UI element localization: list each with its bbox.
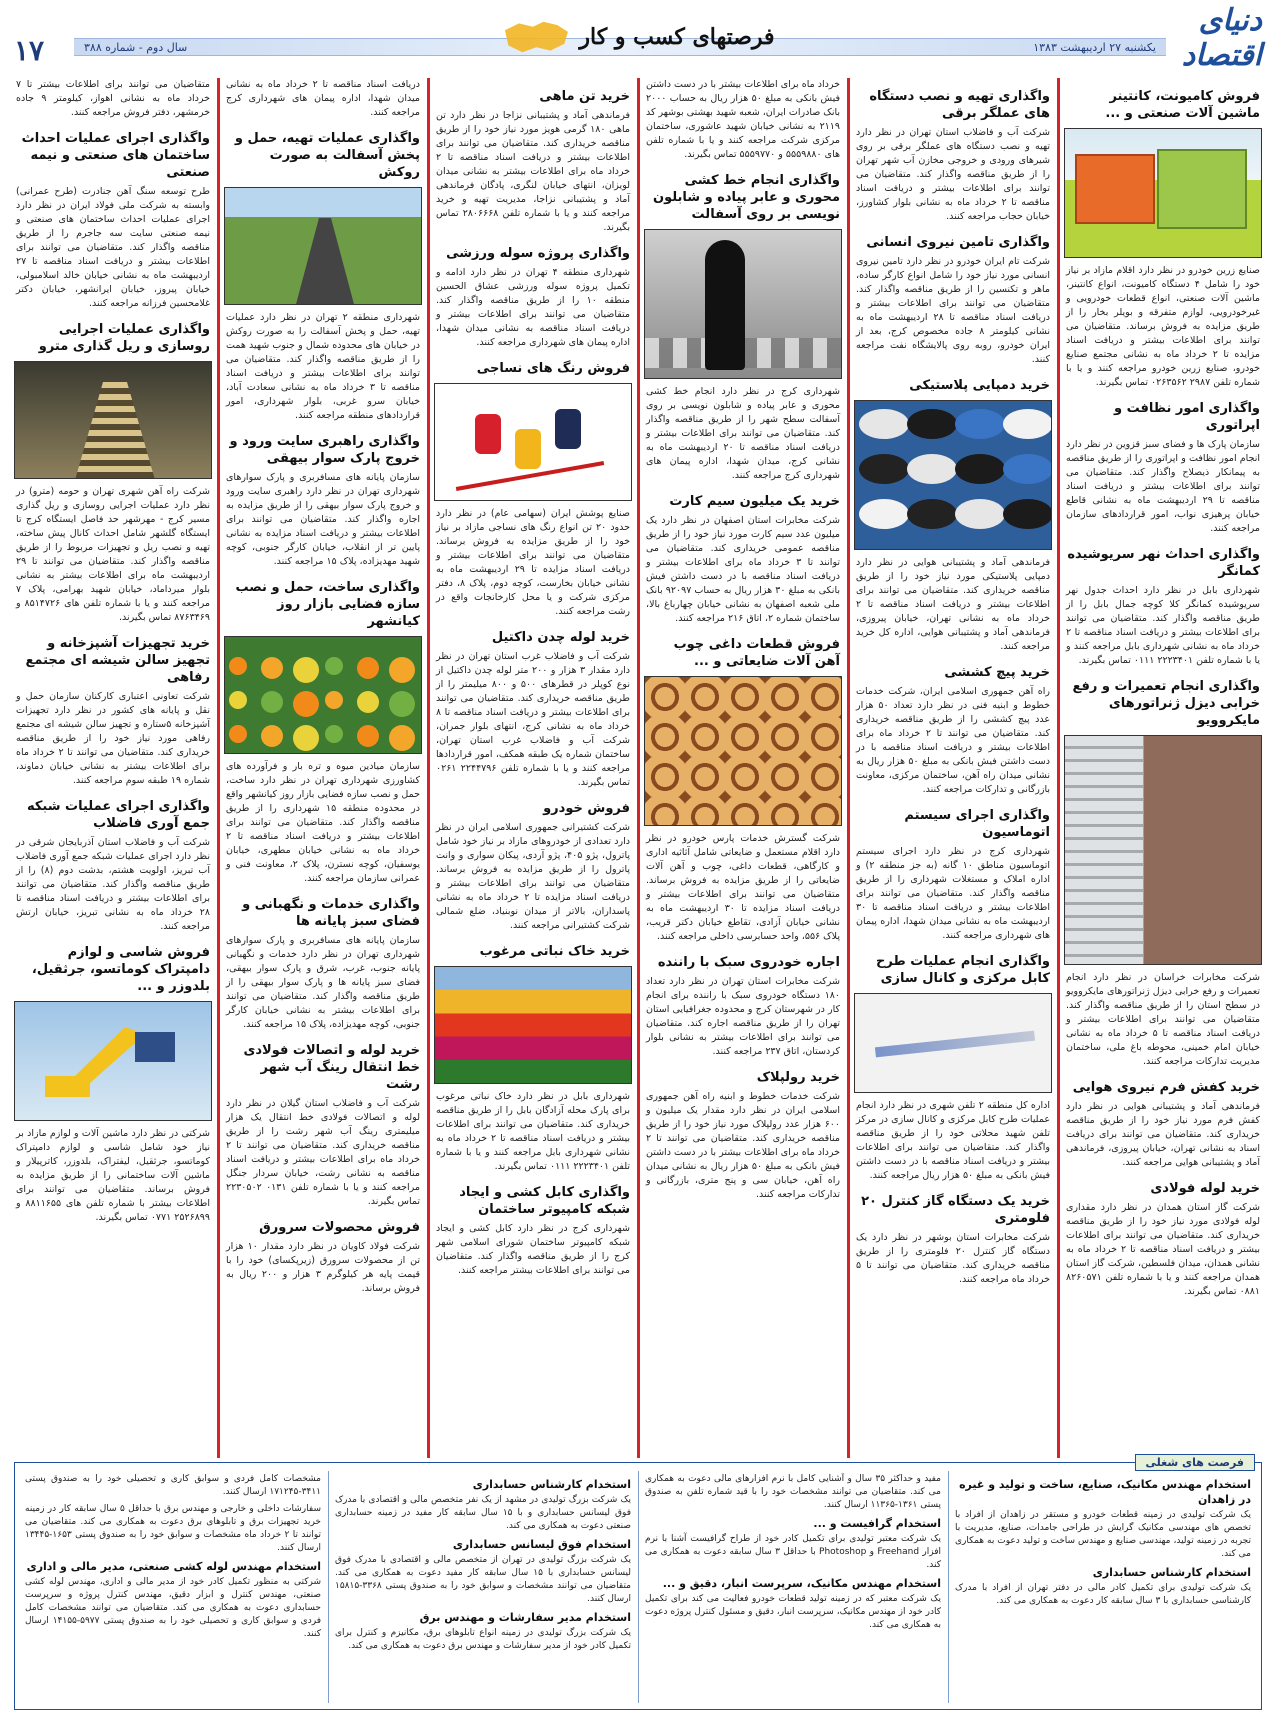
ad-title: فروش رنگ های نساجی: [476, 361, 630, 376]
ad-title: واگذاری انجام خط کشی محوری و عابر پیاده و شابلون نویسی بر روی آسفالت: [652, 173, 840, 222]
column-divider: [1057, 78, 1060, 1458]
ad-text: شرکت گسترش خدمات پارس خودرو در نظر دارد اقلام مستعمل و ضایعاتی شامل آثاثیه اداری و کارگاهی، قطعات داغی، چوب و آهن آلات ضایعاتی را از طریق مزایده به فروش برساند. متقاضیان می توانند برای اطلاعات بیشتر و دریافت اسناد مزایده تا ۳۰ اردیبهشت ماه به نشانی خیابان آزادی، تقاطع خیابان دکتر قریب، پلاک ۵۵۶، واحد حسابرسی داخلی مراجعه کنند.: [646, 833, 840, 942]
column-4: [434, 78, 632, 1458]
ad-text: شهرداری کرج در نظر دارد اجرای سیستم اتوماسیون مناطق ۱۰ گانه (به جز منطقه ۲) و اداره املاک و مستغلات شهرداری را از طریق مناقصه واگذار کند. متقاضیان می توانند برای اطلاعات بیشتر و دریافت اسناد مناقصه تا ۳۰ اردیبهشت ماه به نشانی میدان شهدا، اداره پیمان های شهرداری مراجعه کنند.: [856, 846, 1050, 941]
ad-text: شرکت آب و فاضلاب استان تهران در نظر دارد تهیه و نصب دستگاه های عملگر برقی بر روی شیرهای ورودی و خروجی مخازن آب شهر تهران را از طریق مناقصه واگذار کند. متقاضیان می توانند برای اطلاعات بیشتر و دریافت اسناد مناقصه تا ۲ خرداد ماه به نشانی بلوار کشاورز، خیابان حجاب مراجعه کنند.: [856, 127, 1050, 222]
ad-text: صنایع زرین خودرو در نظر دارد اقلام مازاد بر نیاز خود را شامل ۴ دستگاه کامیونت، انواع کانتینر، ماشین آلات صنعتی، انواع قطعات خودرویی و غیرخودرویی، لوازم متفرقه و بویلر بخار را از طریق مزایده به فروش برساند. متقاضیان می توانند برای اطلاعات بیشتر و دریافت اسناد مزایده تا ۲ خرداد ماه به نشانی مجتمع صنایع خودرو، صنایع زرین خودرو مراجعه کنند و یا با شماره تلفن ۲۹۸۷ ۰۲۶۳۵۶۲ تماس بگیرند.: [1066, 265, 1261, 388]
job-title: استخدام مدیر سفارشات و مهندس برق: [419, 1611, 631, 1624]
cable-photo: [854, 993, 1052, 1093]
ad-text: شرکت مخابرات استان بوشهر در نظر دارد یک دستگاه گاز کنترل ۲۰ فلومتری را از طریق مناقصه خریداری کند. متقاضیان می توانند تا ۵ خرداد ماه مراجعه کنند.: [856, 1232, 1050, 1285]
ad-text: شرکتی در نظر دارد ماشین آلات و لوازم مازاد بر نیاز خود شامل شاسی و لوازم دامپتراک کوماتسو، جرثقیل، لیفتراک، بلدوزر، کاترپیلار و ماشین آلات ساختمانی را از طریق مزایده به فروش برساند. متقاضیان می توانند برای اطلاعات بیشتر با شماره تلفن های ۸۸۱۱۶۵۵ و ۲۵۲۶۸۹۹ ۰۷۷۱ تماس بگیرند.: [16, 1128, 210, 1223]
road-photo: [224, 187, 422, 305]
column-divider: [847, 78, 850, 1458]
ad-title: خرید دمپایی پلاستیکی: [909, 378, 1050, 393]
ad-text: شهرداری کرج در نظر دارد کابل کشی و ایجاد شبکه کامپیوتر ساختمان شورای اسلامی شهر کرج را از طریق مناقصه واگذار کند. متقاضیان می توانند برای اطلاعات بیشتر مراجعه کنند.: [436, 1223, 630, 1276]
ad-title: خرید کفش فرم نیروی هوایی: [1072, 1080, 1260, 1095]
containers-photo: [1064, 128, 1262, 258]
ad-title: واگذاری انجام تعمیرات و رفع خرابی دیزل ژنراتورهای مایکروویو: [1072, 679, 1260, 728]
job-title: استخدام مهندس مکانیک، صنایع، ساخت و تولید و غیره در زاهدان: [959, 1478, 1251, 1506]
ad-text: شرکت مخابرات استان تهران در نظر دارد تعداد ۱۸۰ دستگاه خودروی سبک با راننده برای انجام کار در شهرستان کرج و محدوده جغرافیایی استان تهران را از طریق مناقصه اجاره کند. متقاضیان می توانند برای اطلاعات بیشتر به نشانی بلوار کردستان، اتاق ۲۳۷ مراجعه کنند.: [646, 976, 840, 1057]
section-title: فرصتهای کسب و کار: [501, 20, 774, 54]
ad-title: خرید تجهیزات آشپزخانه و تجهیز سالن شیشه ای مجتمع رفاهی: [25, 636, 210, 685]
ad-title: فروش قطعات داغی چوب آهن آلات ضایعاتی و ...: [673, 637, 840, 669]
ad-title: فروش کامیونت، کانتینر ماشین آلات صنعتی و ...: [1105, 89, 1260, 121]
column-1: [1064, 78, 1262, 1458]
job-text: مشخصات کامل فردی و سوابق کاری و تحصیلی خود را به صندوق پستی ۳۴۱۱-۱۷۱۲۴۵ ارسال کنند.: [25, 1474, 321, 1497]
job-text: سفارشات داخلی و خارجی و مهندس برق با حداقل ۵ سال سابقه کار در زمینه خرید تجهیزات برق و تابلوهای برق دعوت به همکاری می کند. متقاضیان می توانند تا ۲ خرداد ماه مشخصات و سوابق خود را به صندوق پستی ۱۶۵۳-۱۳۴۴۵ ارسال کنند.: [25, 1504, 321, 1553]
job-text: مفید و حداکثر ۳۵ سال و آشنایی کامل با نرم افزارهای مالی دعوت به همکاری می کند. متقاضیان می توانند مشخصات خود را با قید شماره تلفن به صندوق پستی ۱۳۶۱-۱۱۳۶۵ ارسال کنند.: [645, 1474, 942, 1510]
ad-title: خرید رولپلاک: [756, 1070, 840, 1085]
ad-title: واگذاری انجام عملیات طرح کابل مرکزی و کانال سازی: [875, 954, 1050, 986]
ad-text: فرماندهی آماد و پشتیبانی هوایی در نظر دارد دمپایی پلاستیکی مورد نیاز خود را از طریق مناقصه خریداری کند. متقاضیان می توانند برای اطلاعات بیشتر و دریافت اسناد مناقصه تا ۲ خرداد ماه به نشانی تهران، خیابان پیروزی، فرماندهی آماد و پشتیبانی هوایی، اداره کل خرید مراجعه کنند.: [856, 557, 1050, 652]
column-divider: [427, 78, 430, 1458]
fruit-photo: [224, 636, 422, 754]
ad-text: خرداد ماه برای اطلاعات بیشتر با در دست داشتن فیش بانکی به مبلغ ۵۰ هزار ریال به حساب ۲۰۰۰ بانک صادرات ایران، شعبه شهید بهشتی بوشهر کد ۲۱۱۹ به نشانی خیابان شهید عاشوری، ساختمان مرکزی شرکت مراجعه کنند و یا با شماره تلفن های ۵۵۵۹۸۸۰ و ۵۵۵۹۷۷۰ تماس بگیرند.: [645, 79, 840, 160]
ad-text: شرکت آب و فاضلاب غرب استان تهران در نظر دارد مقدار ۳ هزار و ۲۰۰ متر لوله چدن داکتیل از نوع کوپلر در قطرهای ۵۰۰ و ۸۰۰ میلیمتر را از طریق مناقصه خریداری کند. متقاضیان می توانند برای اطلاعات بیشتر و دریافت اسناد مناقصه تا ۸ خرداد ماه به نشانی کرج، انتهای بلوار جمران، شرکت آب و فاضلاب غرب استان تهران، ساختمان شماره یک طبقه همکف، امور قراردادها مراجعه کنند و یا با شماره تلفن ۲۲۴۴۷۹۶ ۰۲۶۱ تماس بگیرند.: [436, 651, 630, 788]
ad-text: شهرداری منطقه ۴ تهران در نظر دارد ادامه و تکمیل پروژه سوله ورزشی عشاق الحسین منطقه ۱۰ را از طریق مناقصه واگذار کند. متقاضیان می توانند برای اطلاعات بیشتر و دریافت اسناد مناقصه به نشانی میدان شهدا، اداره پیمان های شهرداری مراجعه کنند.: [436, 267, 630, 348]
ad-text: شرکت مخابرات استان اصفهان در نظر دارد یک میلیون عدد سیم کارت مورد نیاز خود را از طریق مناقصه عمومی خریداری کند. متقاضیان می توانند تا ۳ خرداد ماه برای اطلاعات بیشتر و دریافت اسناد مناقصه با در دست داشتن فیش بانکی به مبلغ ۳۰ هزار ریال به حساب ۹۲۰۹۷ بانک ملی شعبه اصفهان به نشانی خیابان چهارباغ بالا، ساختمان شماره ۲، اتاق ۲۱۶ مراجعه کنند.: [646, 515, 840, 624]
ad-text: سازمان پایانه های مسافربری و پارک سوارهای شهرداری تهران در نظر دارد راهبری سایت ورود و خروج پارک سوار بیهقی را از طریق مزایده به اجاره واگذار کند. متقاضیان می توانند برای اطلاعات بیشتر و دریافت اسناد مزایده به نشانی پایین تر از انقلاب، خیابان کارگر جنوبی، کوچه شهید مهدیزاده، پلاک ۱۵ مراجعه کنند.: [226, 472, 420, 567]
ad-title: واگذاری اجرای سیستم اتوماسیون: [904, 808, 1050, 840]
ad-title: اجاره خودروی سبک با راننده: [657, 955, 840, 970]
job-text: شرکتی به منظور تکمیل کادر خود از مدیر مالی و اداری، مهندس لوله کشی صنعتی، مهندس کنترل و ابزار دقیق، مهندس کنترل پروژه و سرپرست حسابداری دعوت به همکاری می کند. متقاضیان می توانند مشخصات کامل فردی و سوابق کاری و تحصیلی خود را به صندوق پستی ۵۹۷۷-۱۴۱۵۵ ارسال کنند.: [25, 1577, 321, 1639]
jobs-divider: [638, 1471, 639, 1703]
world-map-icon: [501, 20, 571, 54]
logs-photo: [644, 676, 842, 826]
ad-text: شهرداری بابل در نظر دارد احداث جدول نهر سریوشیده کمانگر کلا کوچه جمال بابل را از طریق مناقصه واگذار کند. متقاضیان می توانند برای اطلاعات بیشتر و دریافت اسناد مناقصه تا ۲ خرداد ماه به نشانی شهرداری بابل مراجعه کنند و یا با شماره تلفن ۲۲۲۳۴۰۱ ۰۱۱۱ تماس بگیرند.: [1066, 585, 1260, 666]
column-3: [644, 78, 842, 1458]
ad-title: خرید خاک نباتی مرغوب: [479, 944, 630, 959]
ad-title: فروش شاسی و لوازم دامپتراک کوماتسو، جرثقیل، بلدوزر و ...: [31, 945, 210, 994]
job-text: یک شرکت بزرگ تولیدی در تهران از متخصص مالی و اقتصادی با مدرک فوق لیسانس حسابداری با ۱۵ سال سابقه کار مفید دعوت به همکاری می کند. متقاضیان می توانند مشخصات و سوابق خود را به صندوق پستی ۳۳۶۸-۱۵۸۱۵ ارسال کنند.: [335, 1555, 631, 1604]
newspaper-logo: دنیای اقتصاد: [1181, 3, 1262, 73]
job-text: یک شرکت معتبر تولیدی برای تکمیل کادر خود از طراح گرافیست آشنا با نرم افزار Freehand و Photoshop با حداقل ۳ سال سابقه دعوت به همکاری می کند.: [645, 1534, 941, 1570]
ad-title: واگذاری خدمات و نگهبانی و فضای سبز پایانه ها: [242, 897, 420, 929]
ad-text: طرح توسعه سنگ آهن جنادرت (طرح عمرانی) وابسته به شرکت ملی فولاد ایران در نظر دارد اجرای عملیات احداث ساختمان های صنعتی و نیمه صنعتی سایت سه جاجرم را از طریق مناقصه واگذار کند. متقاضیان می توانند برای اطلاعات بیشتر و دریافت اسناد مناقصه تا ۲۷ اردیبهشت ماه به نشانی خیابان خالد اسلامبولی، خیابان پیروز، خیابان ایرانشهر، خیابان دکتر غلامحسین فرزانه مراجعه کنند.: [16, 186, 210, 309]
ad-title: واگذاری کابل کشی و ایجاد شبکه کامپیوتر ساختمان: [459, 1185, 630, 1217]
jobs-column-1: [953, 1473, 1253, 1705]
ad-text: فرماندهی آماد و پشتیبانی نزاجا در نظر دارد تن ماهی ۱۸۰ گرمی هویز مورد نیاز خود را از طریق مناقصه خریداری کند. متقاضیان می توانند برای اطلاعات بیشتر و دریافت اسناد مناقصه تا ۲ خرداد ماه برای اطلاعات بیشتر به نشانی میدان لویزان، انتهای خیابان لنگری، پادگان فرماندهی آماد و پشتیبانی نزاجا، مدیریت تهیه و خرید مراجعه کنند و یا با شماره تلفن ۲۸۰۶۶۶۸ تماس بگیرند.: [436, 110, 630, 233]
tulips-photo: [434, 966, 632, 1084]
jobs-column-2: [643, 1473, 943, 1705]
ad-text: صنایع پوشش ایران (سهامی عام) در نظر دارد حدود ۲۰ تن انواع رنگ های نساجی مازاد بر نیاز خود را از طریق مزایده به فروش برساند. متقاضیان می توانند برای اطلاعات بیشتر و دریافت اسناد مزایده تا ۲۹ اردیبهشت ماه به نشانی خیابان بخارست، کوچه دوم، پلاک ۸، دفتر مرکزی شرکت و یا محل کارخانجات واقع در رشت مراجعه کنند.: [436, 508, 631, 617]
ad-title: واگذاری احداث نهر سریوشیده کمانگر: [1067, 547, 1260, 579]
ad-title: خرید یک دستگاه گاز کنترل ۲۰ فلومتری: [861, 1194, 1050, 1226]
ad-title: خرید تن ماهی: [539, 89, 630, 104]
jobs-divider: [328, 1471, 329, 1703]
ad-title: واگذاری پروژه سوله ورزشی: [446, 246, 630, 261]
crane-photo: [14, 1001, 212, 1121]
ad-text: شرکت آب و فاضلاب استان گیلان در نظر دارد لوله و اتصالات فولادی خط انتقال یک هزار میلیمتری رینگ آب شهر رشت را از طریق مناقصه خریداری کند. متقاضیان می توانند تا ۲ خرداد ماه برای اطلاعات بیشتر و دریافت اسناد مناقصه به نشانی رشت، خیابان سردار جنگل مراجعه کنند و یا با شماره تلفن ۰۱۳۱ ۲۲۳۰۵۰۲ تماس بگیرند.: [226, 1098, 420, 1207]
ad-text: شهرداری کرج در نظر دارد انجام خط کشی محوری و عابر پیاده و شابلون نویسی بر روی آسفالت سطح شهر را از طریق مناقصه واگذار کند. متقاضیان می توانند برای اطلاعات بیشتر و دریافت اسناد مناقصه تا ۲۰ اردیبهشت ماه به نشانی کرج، میدان شهدا، اداره پیمان های شهرداری کرج مراجعه کنند.: [646, 386, 840, 481]
jobs-section: [14, 1456, 1262, 1710]
column-divider: [217, 78, 220, 1458]
walk-photo: [644, 229, 842, 379]
jobs-column-3: [333, 1473, 633, 1705]
job-text: یک شرکت تولیدی برای تکمیل کادر مالی در دفتر تهران از افراد با مدرک کارشناسی حسابداری با ۳ سال سابقه کار دعوت به همکاری می کند.: [955, 1583, 1251, 1606]
ad-title: فروش خودرو: [543, 801, 630, 816]
page-header: [14, 3, 1262, 73]
jobs-label: فرصت های شغلی: [1135, 1454, 1255, 1471]
ink-photo: [434, 383, 632, 501]
column-2: [854, 78, 1052, 1458]
ad-title: واگذاری عملیات اجرایی روسازی و ریل گذاری مترو: [38, 322, 210, 354]
ad-title: فروش محصولات سرورق: [259, 1220, 420, 1235]
ad-text: شرکت خدمات خطوط و ابنیه راه آهن جمهوری اسلامی ایران در نظر دارد مقدار یک میلیون و ۶۰۰ هزار عدد رولپلاک مورد نیاز خود را از طریق مناقصه خریداری کند. متقاضیان می توانند تا ۲ خرداد ماه برای اطلاعات بیشتر با در دست داشتن فیش بانکی به مبلغ ۵۰ هزار ریال به نشانی میدان راه آهن، خیابان سی و پنج متری، بازرگانی و تدارکات مراجعه کنند.: [646, 1091, 840, 1200]
job-text: یک شرکت بزرگ تولیدی در زمینه انواع تابلوهای برق، مکانیزم و کنترل برای تکمیل کادر خود از مدیر سفارشات و مهندس برق دعوت به همکاری می کند.: [335, 1628, 631, 1651]
ad-title: واگذاری اجرای عملیات احداث ساختمان های صنعتی و نیمه صنعتی: [21, 131, 210, 180]
column-5: [224, 78, 422, 1458]
column-6: [14, 78, 212, 1458]
job-text: یک شرکت بزرگ تولیدی در مشهد از یک نفر متخصص مالی و اقتصادی با مدرک فوق لیسانس حسابداری و با ۱۵ سال سابقه کار مفید در زمینه حسابداری صنعتی دعوت به همکاری می کند.: [335, 1495, 631, 1531]
ad-title: واگذاری تهیه و نصب دستگاه های عملگر برقی: [869, 89, 1050, 121]
ad-title: خرید یک میلیون سیم کارت: [669, 494, 840, 509]
job-title: استخدام مهندس لوله کشی صنعتی، مدیر مالی و اداری: [26, 1560, 321, 1573]
ad-text: سازمان میادین میوه و تره بار و فرآورده های کشاورزی شهرداری تهران در نظر دارد ساخت، حمل و نصب سازه فضایی بازار روز کیانشهر واقع در محدوده منطقه ۱۵ شهرداری را از طریق مناقصه واگذار کند. متقاضیان می توانند برای اطلاعات بیشتر و دریافت اسناد مناقصه تا ۲ خرداد ماه به نشانی خیابان مطهری، خیابان یوسفیان، کوچه نسترن، پلاک ۲، معاونت فنی و عمرانی سازمان مراجعه کنند.: [226, 761, 421, 884]
ad-text: سازمان پارک ها و فضای سبز قزوین در نظر دارد انجام امور نظافت و اپراتوری را از طریق مناقصه به پیمانکار ذیصلاح واگذار کند. متقاضیان می توانند برای اطلاعات بیشتر و دریافت اسناد مناقصه تا ۲۹ اردیبهشت ماه به نشانی قاطع خیابان پرهیزی نواب، امور قراردادهای سازمان مراجعه کنند.: [1066, 439, 1260, 534]
job-title: استخدام مهندس مکانیک، سرپرست انبار، دقیق و ...: [662, 1577, 941, 1590]
jobs-column-4: [23, 1473, 323, 1705]
ad-title: خرید لوله فولادی: [1150, 1181, 1260, 1196]
ad-text: شهرداری منطقه ۲ تهران در نظر دارد عملیات تهیه، حمل و پخش آسفالت را به صورت روکش در خیابان های محدوده شمال و جنوب شهید همت را از طریق مناقصه واگذار کند. متقاضیان می توانند برای اطلاعات بیشتر و دریافت اسناد مناقصه تا ۳ خرداد ماه به نشانی سعادت آباد، خیابان سرو غربی، بلوار شهرداری، امور قراردادهای منطقه مراجعه کنند.: [226, 312, 420, 421]
job-text: یک شرکت تولیدی در زمینه قطعات خودرو و مستقر در زاهدان از افراد با تخصص های مهندسی مکانیک گرایش در طراحی جامدات، صنایع، مدیریت با تجربه در زمینه تولید، مهندسی صنایع و مهندس ساخت و تولید دعوت به همکاری می کند.: [955, 1510, 1251, 1559]
column-divider: [637, 78, 640, 1458]
ad-text: راه آهن جمهوری اسلامی ایران، شرکت خدمات خطوط و ابنیه فنی در نظر دارد تعداد ۵۰ هزار عدد پیچ کششی را از طریق مناقصه خریداری کند. متقاضیان می توانند تا ۲ خرداد ماه برای اطلاعات بیشتر و دریافت اسناد مناقصه با در دست داشتن فیش بانکی به مبلغ ۵۰ هزار ریال به نشانی میدان راه آهن، ساختمان مرکزی، معاونت بازرگانی و تدارکات مراجعه کنند.: [856, 686, 1051, 795]
ad-title: واگذاری تامین نیروی انسانی: [866, 235, 1050, 250]
ad-title: واگذاری امور نظافت و اپراتوری: [1114, 401, 1260, 433]
job-title: استخدام کارشناس حسابداری: [472, 1478, 631, 1491]
ad-text: شرکت مخابرات خراسان در نظر دارد انجام تعمیرات و رفع خرابی دیزل ژنراتورهای مایکروویو در سطح استان را از طریق مناقصه واگذار کند. متقاضیان می توانند برای اطلاعات بیشتر و دریافت اسناد مناقصه تا ۵ خرداد ماه به نشانی خیابان امام خمینی، محوطه باغ ملی، ساختمان مدیریت تدارکات مراجعه کنند.: [1066, 972, 1260, 1067]
metro-photo: [14, 361, 212, 479]
ad-title: خرید لوله چدن داکتیل: [491, 630, 630, 645]
ad-title: واگذاری اجرای عملیات شبکه جمع آوری فاضلاب: [26, 799, 210, 831]
job-text: یک شرکت معتبر که در زمینه تولید قطعات خودرو فعالیت می کند برای تکمیل کادر خود از مهندس مکانیک، سرپرست انبار، دقیق و مسئول کنترل پروژه دعوت به همکاری می کند.: [645, 1594, 941, 1630]
job-title: استخدام فوق لیسانس حسابداری: [452, 1538, 631, 1551]
ad-text: شرکت آب و فاضلاب استان آذربایجان شرقی در نظر دارد اجرای عملیات شبکه جمع آوری فاضلاب آب تبریز، اولویت هشتم، بدشت دوم (۸) را از طریق مناقصه واگذار کند. متقاضیان می توانند برای اطلاعات بیشتر و دریافت اسناد مناقصه تا ۲۸ خرداد ماه به نشانی تبریز، خیابان ارتش مراجعه کنند.: [16, 837, 210, 932]
ad-text: شرکت تعاونی اعتباری کارکنان سازمان حمل و نقل و پایانه های کشور در نظر دارد تجهیزات آشپزخانه ۵ستاره و تجهیز سالن شیشه ای مجتمع رفاهی مورد نیاز خود را از طریق مناقصه خریداری کند. متقاضیان می توانند تا ۲ خرداد ماه برای اطلاعات بیشتر به نشانی خیابان دماوند، شماره ۱۹ طبقه سوم مراجعه کنند.: [16, 691, 211, 786]
ad-title: واگذاری ساخت، حمل و نصب سازه فضایی بازار روز کیانشهر: [235, 580, 420, 629]
issue-date: یکشنبه ۲۷ اردیبهشت ۱۳۸۳: [1033, 40, 1156, 54]
slippers-photo: [854, 400, 1052, 550]
job-title: استخدام کارشناس حسابداری: [1092, 1566, 1251, 1579]
ad-text: شهرداری بابل در نظر دارد خاک نباتی مرغوب برای پارک محله آزادگان بابل را از طریق مناقصه خریداری کند. متقاضیان می توانند برای اطلاعات بیشتر و دریافت اسناد مناقصه تا ۲ خرداد ماه به نشانی شهرداری بابل مراجعه کنند و یا با شماره تلفن ۲۲۲۳۴۰۱ ۰۱۱۱ تماس بگیرند.: [436, 1091, 630, 1172]
article-columns: [14, 78, 1262, 1458]
ad-title: خرید لوله و اتصالات فولادی خط انتقال رینگ آب شهر رشت: [243, 1043, 420, 1092]
ad-text: شرکت فولاد کاویان در نظر دارد مقدار ۱۰ هزار تن از محصولات سرورق (زیرپکسای) خود را با قیمت پایه هر کیلوگرم ۳ هزار و ۲۰۰ ریال به فروش برساند.: [226, 1241, 421, 1294]
ad-title: واگذاری راهبری سایت ورود و خروج پارک سوار بیهقی: [229, 434, 420, 466]
jobs-divider: [948, 1471, 949, 1703]
ad-text: شرکت کشتیرانی جمهوری اسلامی ایران در نظر دارد تعدادی از خودروهای مازاد بر نیاز خود شامل پاترول، پژو ۴۰۵، پژو آردی، پیکان سواری و وانت پاترول را از طریق مزایده به فروش برساند. متقاضیان می توانند برای اطلاعات بیشتر و دریافت اسناد مزایده تا ۲ خرداد ماه به نشانی پاسداران، بالاتر از میدان نوبنیاد، ضلع شمالی شرکت کشتیرانی مراجعه کنند.: [436, 822, 630, 931]
ad-title: خرید پیچ کششی: [944, 665, 1050, 680]
ad-text: شرکت راه آهن شهری تهران و حومه (مترو) در نظر دارد عملیات اجرایی روسازی و ریل گذاری مسیر کرج - مهرشهر حد فاصل ایستگاه کرج تا ایستگاه گلشهر شامل احداث کانال پیش ساخته، تهیه و نصب ریل و تجهیزات مربوط را از طریق مناقصه واگذار کند. متقاضیان می توانند تا ۲۹ اردیبهشت ماه برای اطلاعات بیشتر به نشانی بلوار میرداماد، خیابان شهید بهرامی، پلاک ۷ مراجعه کنند و یا با شماره تلفن های ۸۵۱۴۷۲۶ و ۸۷۶۳۴۶۹ تماس بگیرند.: [16, 486, 210, 623]
issue-number: سال دوم - شماره ۳۸۸: [84, 40, 188, 54]
ad-text: سازمان پایانه های مسافربری و پارک سوارهای شهرداری تهران در نظر دارد خدمات و نگهبانی پایانه جنوب، غرب، شرق و پارک سوار بیهقی، فضای سبز پایانه ها و پارک سوار بیهقی را از طریق مناقصه واگذار کند. متقاضیان می توانند برای اطلاعات بیشتر به نشانی خیابان کارگر جنوبی، کوچه مهدیزاده، پلاک ۱۵ مراجعه کنند.: [226, 935, 420, 1030]
ad-text: شرکت تام ایران خودرو در نظر دارد تامین نیروی انسانی مورد نیاز خود را شامل انواع کارگر ساده، ماهر و تکنسین را از طریق مناقصه واگذار کند. متقاضیان می توانند برای اطلاعات بیشتر و دریافت اسناد مناقصه تا ۲۸ اردیبهشت ماه به نشانی کیلومتر ۸ جاده مخصوص کرج، بعد از ایران خودرو، روبه روی پالایشگاه نفت مراجعه کنند.: [856, 256, 1050, 365]
ad-text: اداره کل منطقه ۲ تلفن شهری در نظر دارد انجام عملیات طرح کابل مرکزی و کانال سازی در مرکز تلفن شهید محلاتی خود را از طریق مناقصه واگذار کند. متقاضیان می توانند برای اطلاعات بیشتر و دریافت اسناد مناقصه با در دست داشتن فیش بانکی به مبلغ ۵۰ هزار ریال مراجعه کنند.: [856, 1100, 1050, 1181]
ad-text: فرماندهی آماد و پشتیبانی هوایی در نظر دارد کفش فرم مورد نیاز خود را از طریق مناقصه خریداری کند. متقاضیان می توانند برای دریافت اسناد به نشانی تهران، خیابان پیروزی، فرماندهی آماد و پشتیبانی هوایی مراجعه کنند.: [1066, 1101, 1260, 1168]
ad-text: شرکت گاز استان همدان در نظر دارد مقداری لوله فولادی مورد نیاز خود را از طریق مناقصه خریداری کند. متقاضیان می توانند برای اطلاعات بیشتر و دریافت اسناد مناقصه تا ۲ خرداد ماه به نشانی همدان، میدان فلسطین، شرکت گاز استان همدان مراجعه کنند و یا با شماره تلفن ۸۲۶۰۵۷۱ ۰۸۸۱ تماس بگیرند.: [1066, 1202, 1260, 1297]
page-number: ۱۷: [14, 34, 45, 67]
ad-text: متقاضیان می توانند برای اطلاعات بیشتر تا ۷ خرداد ماه به نشانی اهواز، کیلومتر ۹ جاده خرمشهر، دفتر فروش مراجعه کنند.: [16, 79, 210, 118]
job-title: استخدام گرافیست و ...: [813, 1517, 941, 1530]
ad-title: واگذاری عملیات تهیه، حمل و پخش آسفالت به صورت روکش: [234, 131, 420, 180]
ad-text: دریافت اسناد مناقصه تا ۲ خرداد ماه به نشانی میدان شهدا، اداره پیمان های شهرداری کرج مراجعه کنند.: [226, 79, 420, 118]
building-photo: [1064, 735, 1262, 965]
